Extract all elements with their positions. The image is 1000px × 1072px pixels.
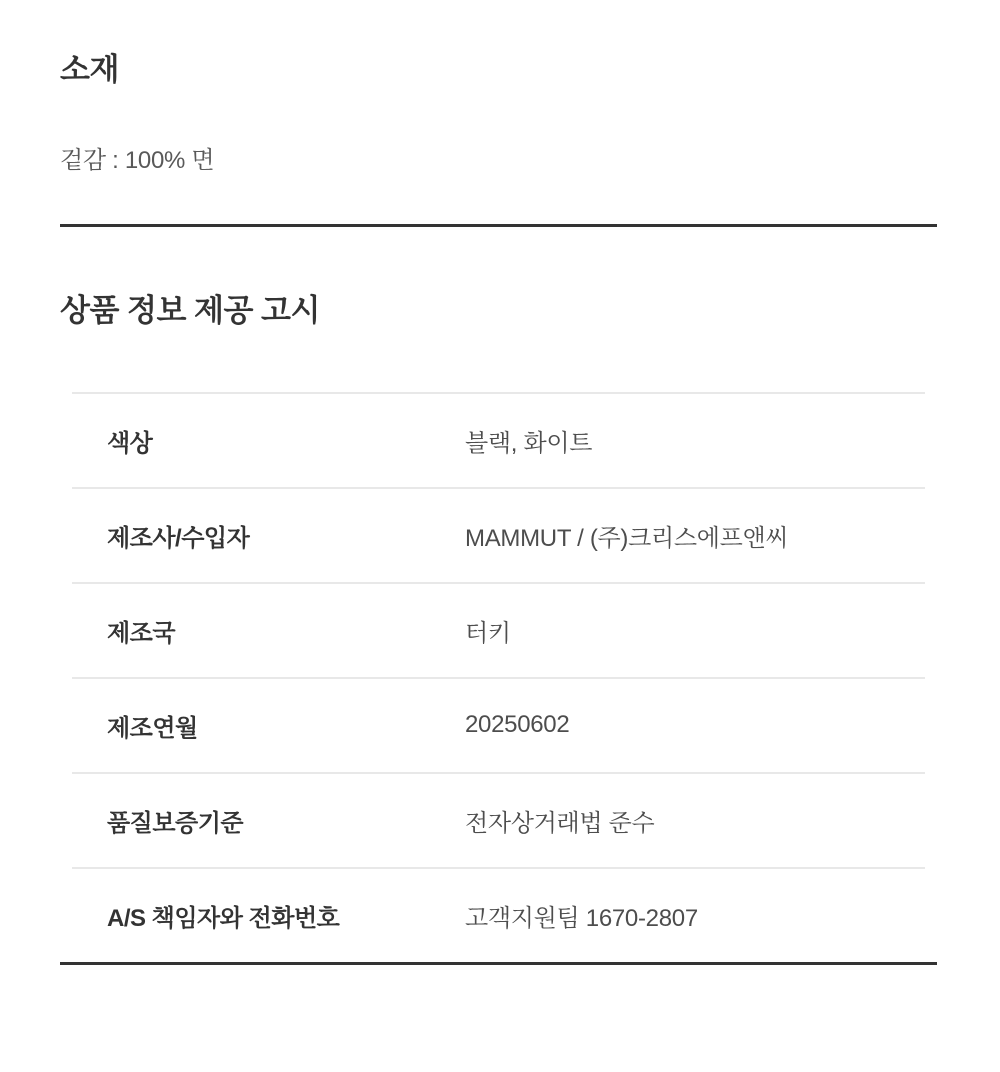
table-row-country	[72, 582, 925, 677]
row-label: 제조연월	[107, 714, 198, 742]
row-value: 20250602	[465, 711, 570, 739]
material-section	[60, 0, 937, 176]
row-value: MAMMUT / (주)크리스에프앤씨	[465, 524, 789, 552]
table-row-warranty	[72, 772, 925, 867]
row-label: 제조국	[107, 619, 176, 647]
product-notice-table	[72, 392, 925, 962]
row-label: 색상	[107, 429, 153, 457]
product-notice-section	[60, 227, 937, 961]
row-value: 블랙, 화이트	[465, 429, 593, 457]
product-notice-title: 상품 정보 제공 고시	[60, 293, 320, 329]
material-composition-text: 겉감 : 100% 면	[60, 147, 215, 175]
row-value: 터키	[465, 619, 511, 647]
table-row-color	[72, 392, 925, 487]
row-value: 전자상거래법 준수	[465, 809, 655, 837]
material-section-title: 소재	[60, 52, 119, 87]
row-label: A/S 책임자와 전화번호	[107, 904, 340, 932]
table-bottom-divider	[60, 962, 937, 965]
table-row-manufacture-date	[72, 677, 925, 772]
table-row-as-contact	[72, 867, 925, 962]
row-value: 고객지원팀 1670-2807	[465, 904, 698, 932]
table-row-manufacturer	[72, 487, 925, 582]
row-label: 품질보증기준	[107, 809, 244, 837]
row-label: 제조사/수입자	[107, 524, 250, 552]
